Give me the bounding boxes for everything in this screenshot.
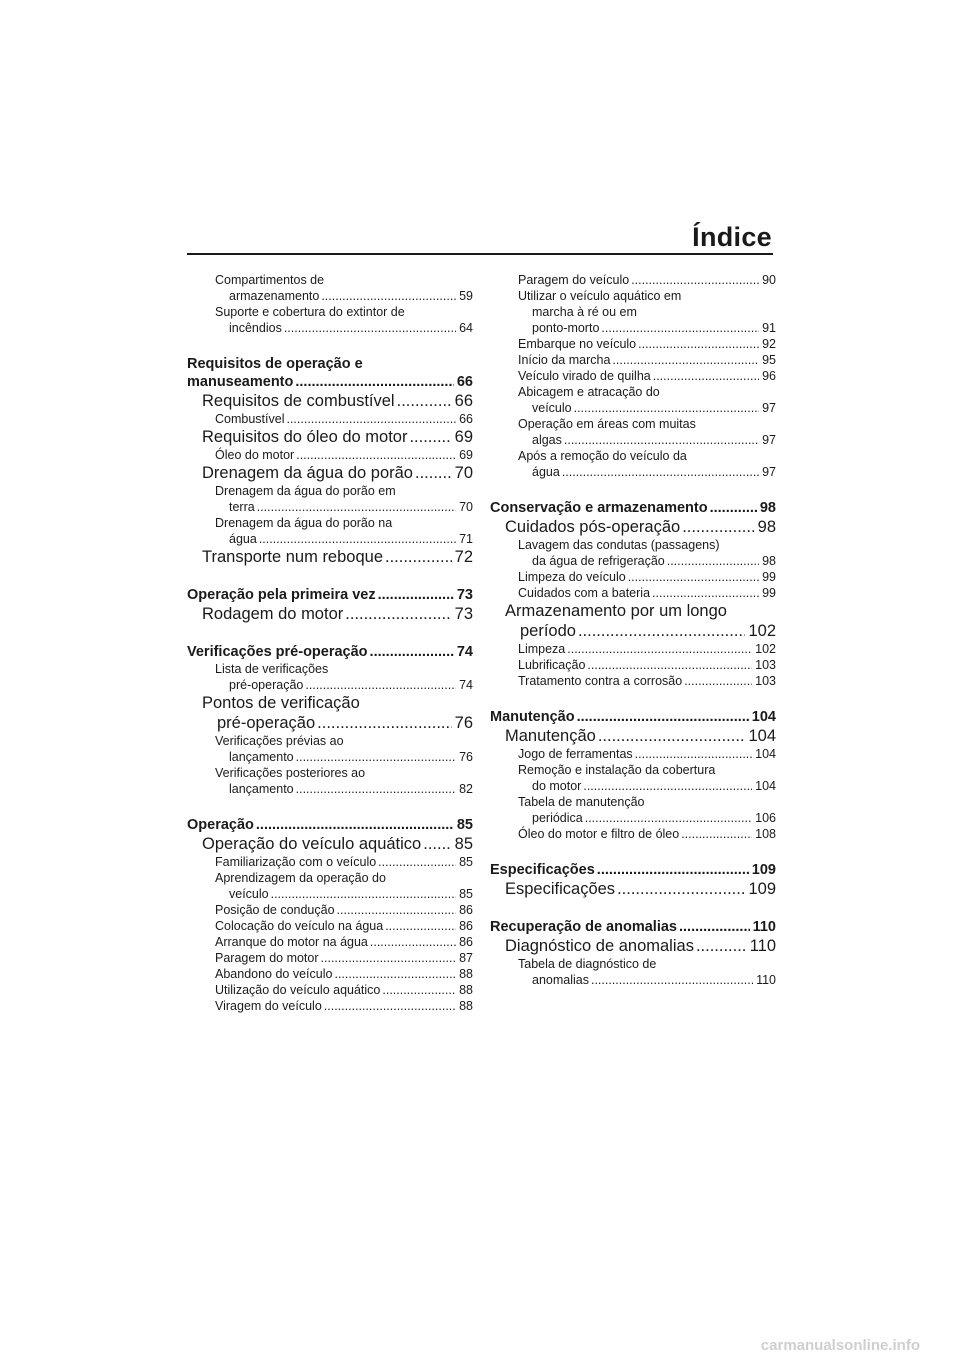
toc-entry-title: Abandono do veículo [215,967,333,981]
page-number: 70 [459,500,473,514]
page-number: 82 [459,782,473,796]
toc-subsection[interactable] [490,762,776,794]
page-number: 85 [459,887,473,901]
dot-leader [628,569,759,585]
toc-entry-title: lançamento [229,782,294,796]
toc-entry-title: Lubrificação [518,658,586,672]
page-number: 97 [762,465,776,479]
toc-entry-title: Transporte num reboque [202,548,383,566]
page-number: 97 [762,401,776,415]
dot-leader [409,427,451,447]
page-number: 74 [456,644,473,660]
toc-chapter[interactable] [490,861,776,879]
toc-entry-title: Operação pela primeira vez [187,587,376,603]
toc-entry-title: pré-operação [229,678,304,692]
toc-entry-text: Utilizar o veículo aquático em [518,289,682,303]
page-number: 102 [748,622,776,640]
toc-section[interactable] [187,604,473,624]
toc-entry-title: manuseamento [187,374,294,390]
toc-entry-title: Rodagem do motor [202,605,344,623]
page-number: 87 [459,951,473,965]
dot-leader [597,861,749,879]
toc-chapter[interactable] [187,816,473,834]
page-number: 85 [454,835,473,853]
page-number: 102 [755,642,776,656]
page-number: 66 [454,392,473,410]
toc-entry-title: Veículo virado de quilha [518,369,651,383]
dot-leader [295,373,453,391]
toc-entry-title: Utilização do veículo aquático [215,983,381,997]
dot-leader [415,463,452,483]
toc-entry-title: periódica [532,811,583,825]
dot-leader [334,966,456,982]
toc-entry-title: água [229,532,257,546]
dot-leader [321,950,457,966]
toc-subsection[interactable] [490,826,776,842]
dot-leader [296,749,456,765]
page-number: 88 [459,983,473,997]
toc-entry-title: armazenamento [229,289,320,303]
dot-leader [562,464,759,480]
page-number: 86 [459,903,473,917]
toc-subsection[interactable] [187,950,473,966]
toc-entry-title: Jogo de ferramentas [518,747,633,761]
page-number: 85 [456,817,473,833]
toc-subsection[interactable] [490,956,776,988]
dot-leader [578,621,746,641]
toc-subsection[interactable] [187,870,473,902]
page-number: 103 [755,658,776,672]
dot-leader [257,499,456,515]
toc-entry-text: marcha à ré ou em [532,305,637,319]
toc-entry-title: Posição de condução [215,903,335,917]
dot-leader [574,400,759,416]
toc-entry-title: ponto-morto [532,321,600,335]
toc-entry-title: Óleo do motor e filtro de óleo [518,827,680,841]
dot-leader [324,998,456,1014]
page-number: 88 [459,967,473,981]
toc-entry-title: Diagnóstico de anomalias [505,937,694,955]
dot-leader [601,320,759,336]
toc-entry-title: Especificações [505,880,616,898]
dot-leader [667,553,759,569]
page-number: 73 [456,587,473,603]
page-number: 91 [762,321,776,335]
dot-leader [378,854,456,870]
page-number: 98 [762,554,776,568]
toc-section[interactable] [187,834,473,854]
toc-entry-title: Viragem do veículo [215,999,322,1013]
dot-leader [305,677,456,693]
dot-leader [585,810,752,826]
page-number: 98 [757,518,776,536]
toc-entry-title: Conservação e armazenamento [490,500,708,516]
page-number: 97 [762,433,776,447]
page-number: 99 [762,570,776,584]
toc-entry-title: do motor [532,779,582,793]
toc-entry-title: Cuidados pós-operação [505,518,681,536]
toc-column-left [187,272,473,1014]
toc-entry-title: Colocação do veículo na água [215,919,384,933]
toc-entry-title: Início da marcha [518,353,611,367]
toc-entry-title: água [532,465,560,479]
toc-subsection[interactable] [490,352,776,368]
toc-subsection[interactable] [187,966,473,982]
page-number: 98 [759,500,776,516]
toc-subsection[interactable] [490,794,776,826]
toc-section[interactable] [490,936,776,956]
dot-leader [296,781,456,797]
page-number: 109 [748,880,776,898]
toc-subsection[interactable] [490,448,776,480]
toc-entry-title: Cuidados com a bateria [518,586,651,600]
page-number: 72 [454,548,473,566]
page-number: 110 [752,919,776,935]
toc-subsection[interactable] [187,447,473,463]
toc-subsection[interactable] [490,416,776,448]
toc-entry-text: Tabela de manutenção [518,795,645,809]
toc-subsection[interactable] [187,854,473,870]
toc-subsection[interactable] [490,368,776,384]
page-number: 86 [459,935,473,949]
toc-entry-title: Manutenção [505,727,596,745]
page-number: 76 [459,750,473,764]
toc-entry-text: Armazenamento por um longo [505,602,727,620]
dot-leader [681,826,752,842]
dot-leader [682,517,754,537]
toc-entry-title: lançamento [229,750,294,764]
toc-subsection[interactable] [187,918,473,934]
dot-leader [385,547,452,567]
page-number: 69 [454,428,473,446]
toc-chapter[interactable] [187,643,473,661]
toc-entry-title: algas [532,433,562,447]
toc-section[interactable] [490,601,776,641]
toc-entry-text: Tabela de diagnóstico de [518,957,657,971]
dot-leader [710,499,757,517]
toc-section[interactable] [490,726,776,746]
toc-entry-title: Tratamento contra a corrosão [518,674,683,688]
dot-leader [321,288,456,304]
page-number: 86 [459,919,473,933]
toc-entry-title: da água de refrigeração [532,554,665,568]
toc-subsection[interactable] [490,336,776,352]
toc-chapter[interactable] [490,499,776,517]
toc-chapter[interactable] [490,708,776,726]
page-number: 106 [755,811,776,825]
toc-subsection[interactable] [187,661,473,693]
toc-entry-title: veículo [532,401,572,415]
toc-entry-title: Verificações pré-operação [187,644,368,660]
page-number: 69 [459,448,473,462]
toc-entry-text: Verificações prévias ao [215,734,344,748]
toc-entry-text: Após a remoção do veículo da [518,449,687,463]
toc-entry-title: terra [229,500,255,514]
dot-leader [696,936,747,956]
toc-entry-title: Requisitos de combustível [202,392,395,410]
dot-leader [296,447,456,463]
toc-entry-title: veículo [229,887,269,901]
toc-section[interactable] [187,463,473,483]
page-number: 59 [459,289,473,303]
toc-subsection[interactable] [187,733,473,765]
toc-entry-text: Aprendizagem da operação do [215,871,386,885]
dot-leader [598,726,746,746]
toc-subsection[interactable] [187,411,473,427]
toc-entry-title: Paragem do veículo [518,273,630,287]
toc-entry-title: Óleo do motor [215,448,295,462]
toc-entry-text: Lavagem das condutas (passagens) [518,538,720,552]
dot-leader [635,746,752,762]
dot-leader [378,586,454,604]
toc-subsection[interactable] [187,998,473,1014]
toc-section[interactable] [187,391,473,411]
page-number: 104 [755,779,776,793]
page-number: 85 [459,855,473,869]
dot-leader [679,918,750,936]
toc-subsection[interactable] [490,746,776,762]
dot-leader [684,673,752,689]
dot-leader [564,432,759,448]
page-number: 73 [454,605,473,623]
toc-entry-text: Remoção e instalação da cobertura [518,763,716,777]
toc-entry-text: Verificações posteriores ao [215,766,366,780]
toc-section[interactable] [187,547,473,567]
toc-entry-text: Drenagem da água do porão em [215,484,396,498]
toc-subsection[interactable] [187,483,473,515]
toc-entry-text: Suporte e cobertura do extintor de [215,305,405,319]
dot-leader [385,918,456,934]
page-number: 70 [454,464,473,482]
page-number: 71 [459,532,473,546]
toc-entry-title: Manutenção [490,709,575,725]
dot-leader [583,778,752,794]
toc-subsection[interactable] [490,657,776,673]
toc-entry-title: Especificações [490,862,595,878]
page-number: 108 [755,827,776,841]
toc-chapter[interactable] [490,918,776,936]
toc-entry-text: Operação em áreas com muitas [518,417,696,431]
toc-entry-title: Limpeza do veículo [518,570,626,584]
toc-subsection[interactable] [490,384,776,416]
dot-leader [284,320,456,336]
toc-entry-text: Lista de verificações [215,662,329,676]
page-number: 66 [459,412,473,426]
dot-leader [638,336,759,352]
dot-leader [423,834,451,854]
page-number: 104 [751,709,776,725]
dot-leader [591,972,753,988]
page-number: 96 [762,369,776,383]
toc-entry-title: período [520,622,576,640]
toc-subsection[interactable] [490,288,776,336]
toc-entry-text: Requisitos de operação e [187,356,363,372]
toc-entry-title: Requisitos do óleo do motor [202,428,408,446]
page-number: 76 [454,714,473,732]
page-number: 110 [756,973,776,987]
toc-column-right [490,272,776,988]
toc-entry-title: Paragem do motor [215,951,319,965]
page-number: 92 [762,337,776,351]
page-number: 103 [755,674,776,688]
dot-leader [337,902,457,918]
toc-section[interactable] [490,517,776,537]
dot-leader [577,708,749,726]
toc-entry-title: Operação do veículo aquático [202,835,422,853]
toc-entry-title: Familiarização com o veículo [215,855,377,869]
toc-entry-title: Embarque no veículo [518,337,637,351]
toc-subsection[interactable] [490,641,776,657]
page-number: 88 [459,999,473,1013]
dot-leader [259,531,456,547]
toc-entry-text: Abicagem e atracação do [518,385,660,399]
dot-leader [256,816,454,834]
dot-leader [345,604,451,624]
watermark: carmanualsonline.info [760,1337,920,1354]
toc-chapter[interactable] [187,586,473,604]
dot-leader [587,657,752,673]
toc-entry-title: Drenagem da água do porão [202,464,413,482]
dot-leader [652,585,759,601]
page-number: 109 [751,862,776,878]
toc-subsection[interactable] [187,902,473,918]
toc-entry-title: Recuperação de anomalias [490,919,677,935]
toc-subsection[interactable] [187,515,473,547]
dot-leader [286,411,456,427]
toc-subsection[interactable] [187,272,473,304]
toc-entry-title: anomalias [532,973,589,987]
page-number: 99 [762,586,776,600]
dot-leader [397,391,452,411]
toc-subsection[interactable] [187,982,473,998]
toc-entry-title: Operação [187,817,254,833]
toc-subsection[interactable] [490,272,776,288]
page-number: 104 [755,747,776,761]
toc-entry-title: incêndios [229,321,282,335]
toc-entry-title: Combustível [215,412,285,426]
toc-entry-title: Arranque do motor na água [215,935,368,949]
page-title: Índice [692,222,772,252]
toc-entry-text: Drenagem da água do porão na [215,516,393,530]
toc-entry-text: Compartimentos de [215,273,325,287]
dot-leader [617,879,745,899]
dot-leader [653,368,759,384]
toc-subsection[interactable] [490,537,776,569]
toc-chapter[interactable] [187,355,473,391]
dot-leader [370,643,454,661]
page-number: 95 [762,353,776,367]
toc-subsection[interactable] [187,934,473,950]
toc-subsection[interactable] [187,304,473,336]
page-number: 64 [459,321,473,335]
page-number: 90 [762,273,776,287]
page-number: 104 [748,727,776,745]
page-number: 66 [456,374,473,390]
dot-leader [370,934,456,950]
page-number: 110 [749,937,776,955]
toc-section[interactable] [490,879,776,899]
toc-section[interactable] [187,693,473,733]
toc-subsection[interactable] [187,765,473,797]
toc-subsection[interactable] [490,569,776,585]
toc-entry-text: Pontos de verificação [202,694,360,712]
dot-leader [271,886,456,902]
dot-leader [567,641,752,657]
toc-entry-title: pré-operação [217,714,316,732]
toc-section[interactable] [187,427,473,447]
dot-leader [612,352,759,368]
dot-leader [317,713,451,733]
dot-leader [382,982,456,998]
dot-leader [631,272,759,288]
title-rule [187,253,773,255]
toc-subsection[interactable] [490,585,776,601]
toc-entry-title: Limpeza [518,642,566,656]
page-number: 74 [459,678,473,692]
toc-subsection[interactable] [490,673,776,689]
